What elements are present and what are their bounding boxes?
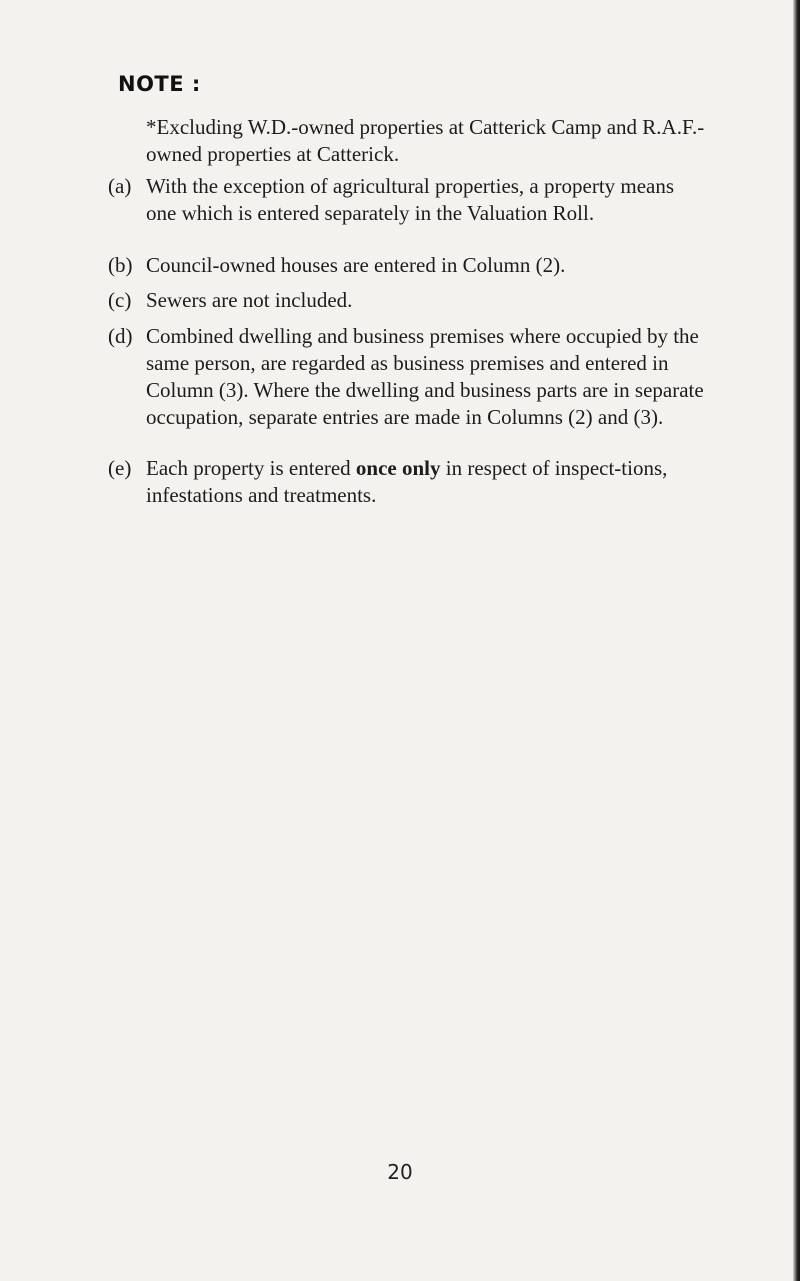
page-edge-shadow [793, 0, 800, 1281]
item-text: With the exception of agricultural properties, a property means one which is entered separately in the Valuation Roll. [146, 174, 675, 225]
item-text: Council-owned houses are entered in Column (2). [146, 253, 566, 277]
note-item-d [108, 323, 708, 431]
item-text-end: in respect of inspect-tions, infestations and treatments. [146, 456, 668, 507]
note-intro: *Excluding W.D.-owned properties at Catterick Camp and R.A.F.-owned properties at Catterick. [146, 115, 705, 166]
note-item-e [108, 455, 708, 509]
item-label: (c) [108, 288, 132, 312]
note-item-b [108, 252, 708, 279]
item-text [146, 455, 708, 509]
item-label: (d) [108, 324, 133, 348]
item-text: Combined dwelling and business premises where occupied by the same person, are regarded as business premises and entered in Column (3). Where the dwelling and business parts are in separate occupation, separate entries are made in Columns (2) and (3). [146, 324, 704, 429]
item-text: Sewers are not included. [146, 288, 353, 312]
note-item-a [108, 173, 708, 227]
emphasis-text: once only [355, 456, 441, 480]
item-label: (a) [108, 174, 132, 198]
page-number: 20 [387, 1160, 413, 1184]
item-label: (e) [108, 456, 132, 480]
item-label: (b) [108, 253, 133, 277]
note-item-c [108, 287, 708, 314]
item-text-start: Each property is entered [146, 456, 356, 480]
note-heading: NOTE : [118, 72, 201, 96]
